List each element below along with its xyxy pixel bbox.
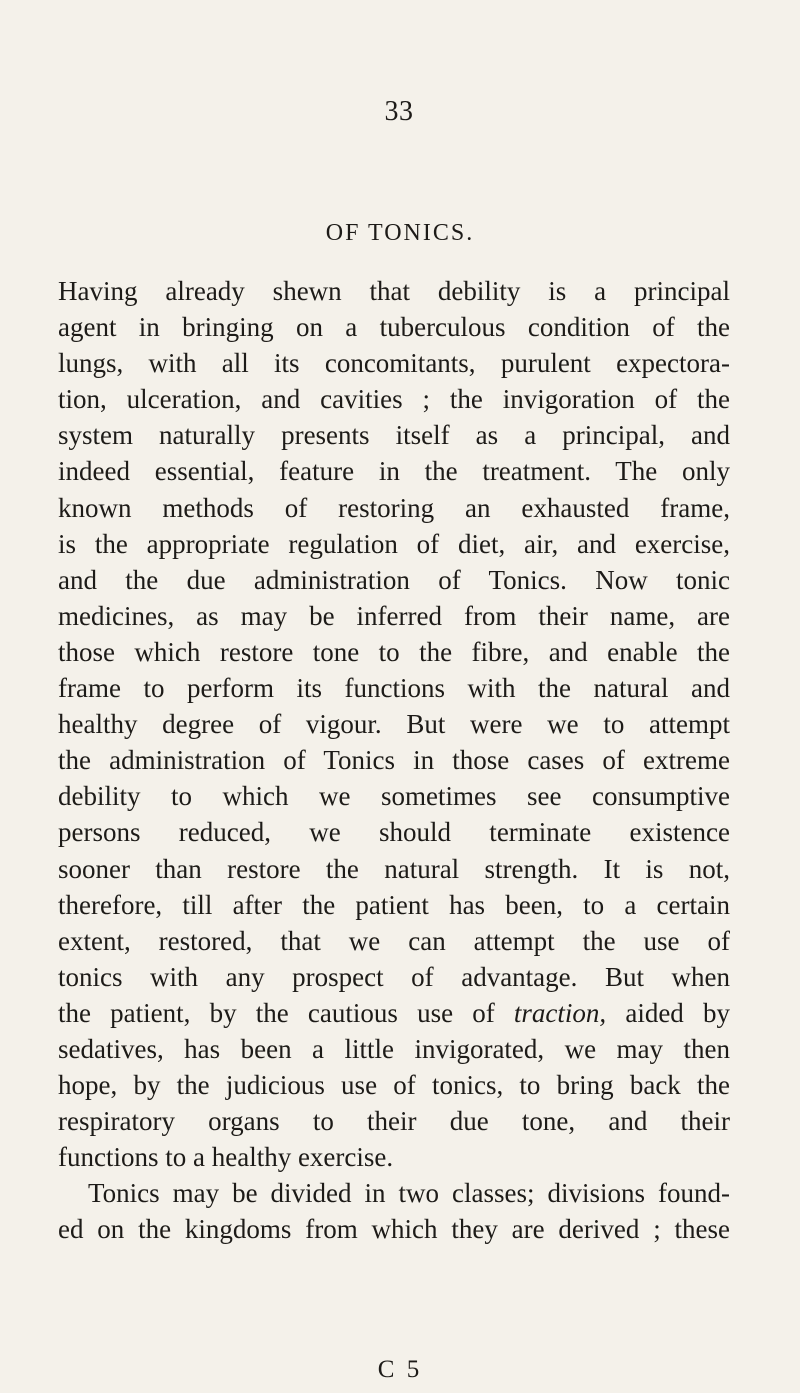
text-line: extent, restored, that we can attempt the use of: [58, 925, 730, 956]
text-segment: aided by: [606, 997, 730, 1028]
text-line: those which restore tone to the fibre, and enable the: [58, 636, 730, 667]
text-line: Tonics may be divided in two classes; divisions found-: [88, 1178, 730, 1209]
text-line: Having already shewn that debility is a principal: [58, 276, 730, 306]
text-line: respiratory organs to their due tone, and their: [58, 1106, 730, 1137]
text-line: sedatives, has been a little invigorated, we may then: [58, 1033, 730, 1064]
text-line: sooner than restore the natural strength. It is not,: [58, 853, 730, 884]
text-line: healthy degree of vigour. But were we to attempt: [58, 709, 730, 740]
text-line: debility to which we sometimes see consumptive: [58, 781, 730, 812]
text-line: is the appropriate regulation of diet, air, and exercise,: [58, 528, 730, 559]
page-number: 33: [384, 96, 414, 127]
signature-mark: C 5: [377, 1356, 423, 1383]
text-line: known methods of restoring an exhausted frame,: [58, 492, 730, 523]
text-line: functions to a healthy exercise.: [58, 1142, 394, 1173]
text-line: frame to perform its functions with the natural and: [58, 673, 730, 704]
text-line: therefore, till after the patient has been, to a certain: [58, 889, 730, 920]
italic-term: traction,: [513, 997, 607, 1028]
text-line: agent in bringing on a tuberculous condition of the: [58, 312, 730, 343]
text-line: medicines, as may be inferred from their name, are: [58, 600, 730, 631]
text-line: and the due administration of Tonics. Now tonic: [58, 564, 730, 595]
text-line: tion, ulceration, and cavities ; the invigoration of the: [58, 384, 730, 415]
text-line: system naturally presents itself as a principal, and: [58, 420, 730, 451]
text-segment: the patient, by the cautious use of: [58, 997, 514, 1028]
text-line: hope, by the judicious use of tonics, to bring back the: [58, 1070, 730, 1101]
text-line: lungs, with all its concomitants, purulent expectora-: [58, 348, 730, 379]
text-line: the administration of Tonics in those cases of extreme: [58, 745, 730, 776]
text-line: ed on the kingdoms from which they are derived ; these: [58, 1214, 730, 1245]
text-line: indeed essential, feature in the treatment. The only: [58, 456, 730, 487]
text-line-with-italic: [58, 995, 730, 1031]
text-line: persons reduced, we should terminate existence: [58, 817, 730, 848]
section-heading: OF TONICS.: [325, 220, 475, 246]
text-line: tonics with any prospect of advantage. But when: [58, 961, 730, 992]
body-text: [58, 273, 730, 1248]
